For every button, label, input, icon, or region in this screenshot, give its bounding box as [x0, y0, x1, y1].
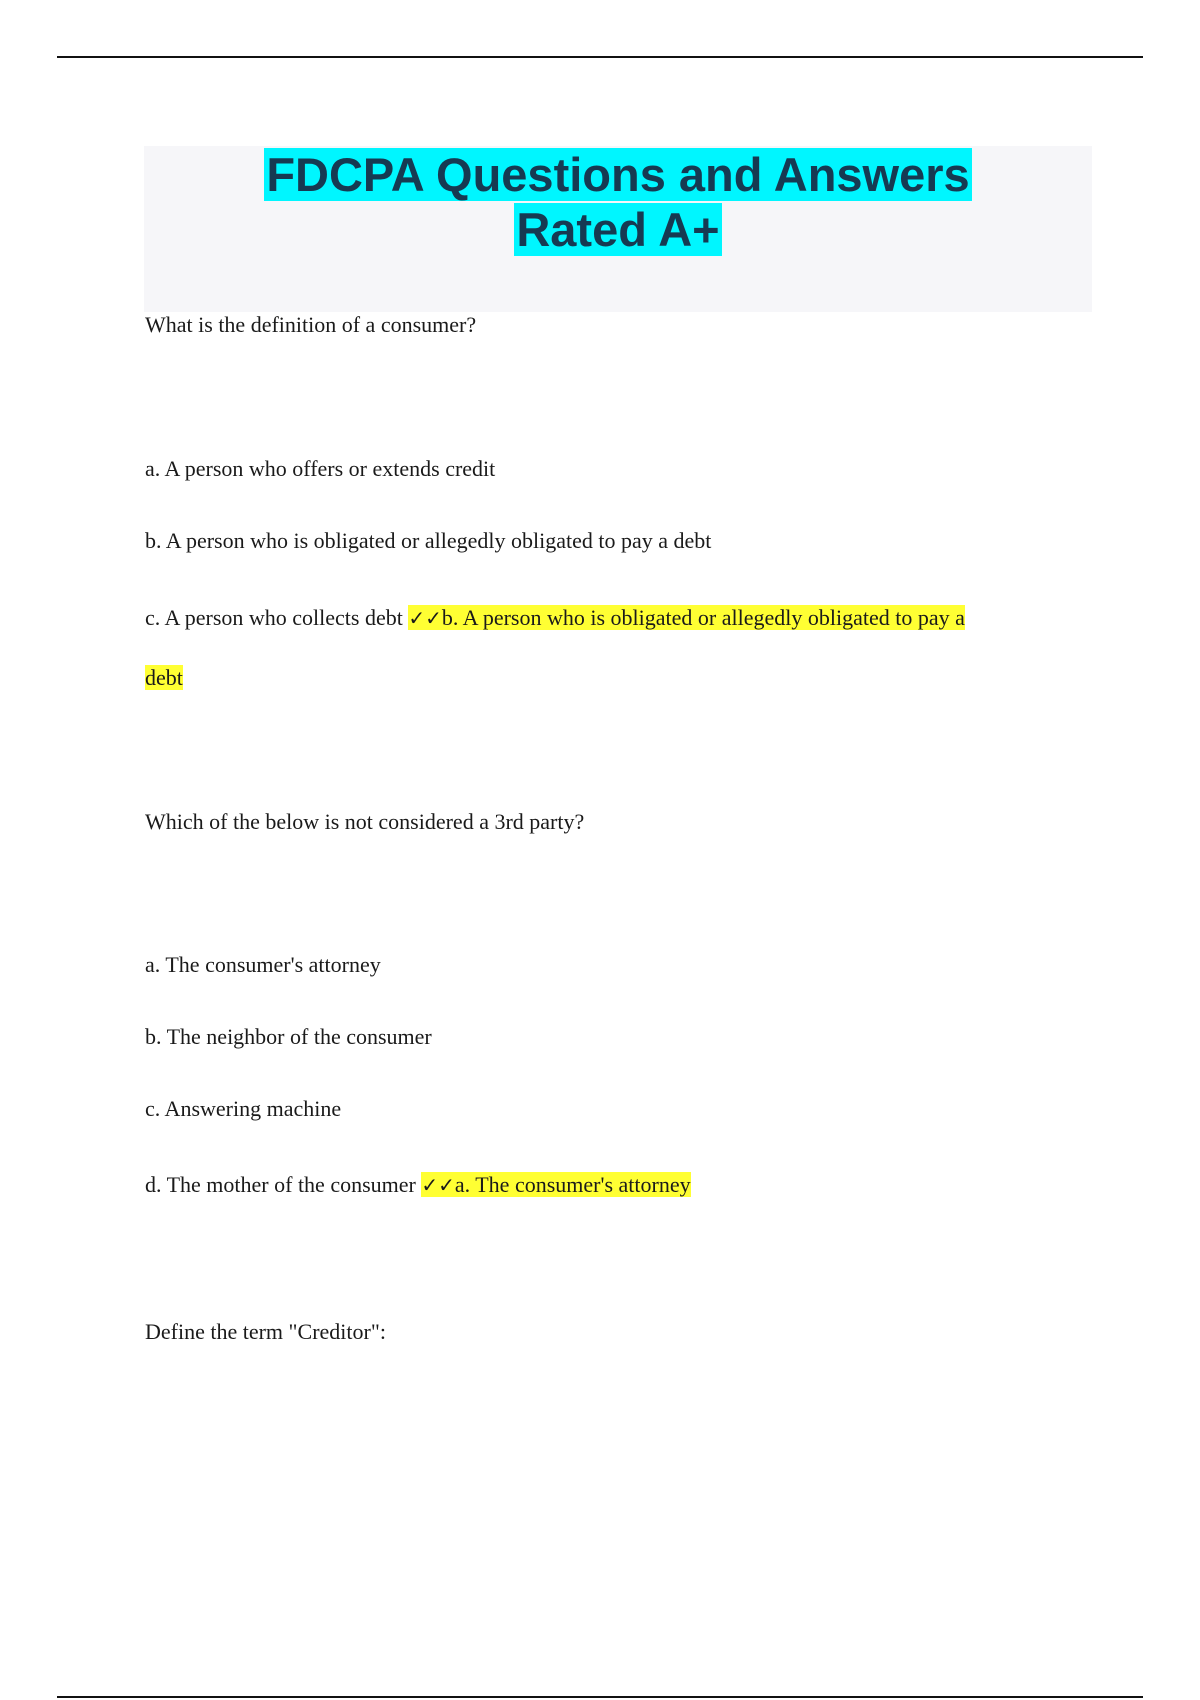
question-2-answer-text: a. The consumer's attorney [454, 1172, 691, 1197]
title-line-2: Rated A+ [516, 203, 720, 256]
top-rule [57, 56, 1143, 58]
question-1-option-c-line [145, 603, 965, 633]
question-1-answer [408, 605, 965, 630]
question-1-option-c: c. A person who collects debt [145, 605, 409, 630]
question-1: What is the definition of a consumer? [145, 312, 477, 337]
question-2-option-a: a. The consumer's attorney [145, 952, 381, 977]
question-1-option-a: a. A person who offers or extends credit [145, 456, 496, 481]
checkmark-icon: ✓✓ [408, 606, 442, 630]
question-2-answer [421, 1172, 690, 1197]
title-line-1: FDCPA Questions and Answers [266, 148, 970, 201]
question-2-option-d-line [145, 1170, 691, 1200]
title-banner [144, 146, 1092, 312]
question-3: Define the term "Creditor": [145, 1319, 386, 1344]
question-1-option-b: b. A person who is obligated or allegedly obligated to pay a debt [145, 528, 712, 553]
document-title [144, 146, 1092, 257]
question-2-option-b: b. The neighbor of the consumer [145, 1024, 432, 1049]
question-2-option-c: c. Answering machine [145, 1096, 342, 1121]
question-1-answer-continued [145, 663, 183, 693]
bottom-rule [57, 1696, 1143, 1698]
question-1-answer-text-cont: debt [145, 665, 183, 690]
question-2-option-d: d. The mother of the consumer [145, 1172, 422, 1197]
question-1-answer-text: b. A person who is obligated or allegedly obligated to pay a [441, 605, 965, 630]
question-2: Which of the below is not considered a 3rd party? [145, 809, 585, 834]
checkmark-icon: ✓✓ [421, 1173, 455, 1197]
